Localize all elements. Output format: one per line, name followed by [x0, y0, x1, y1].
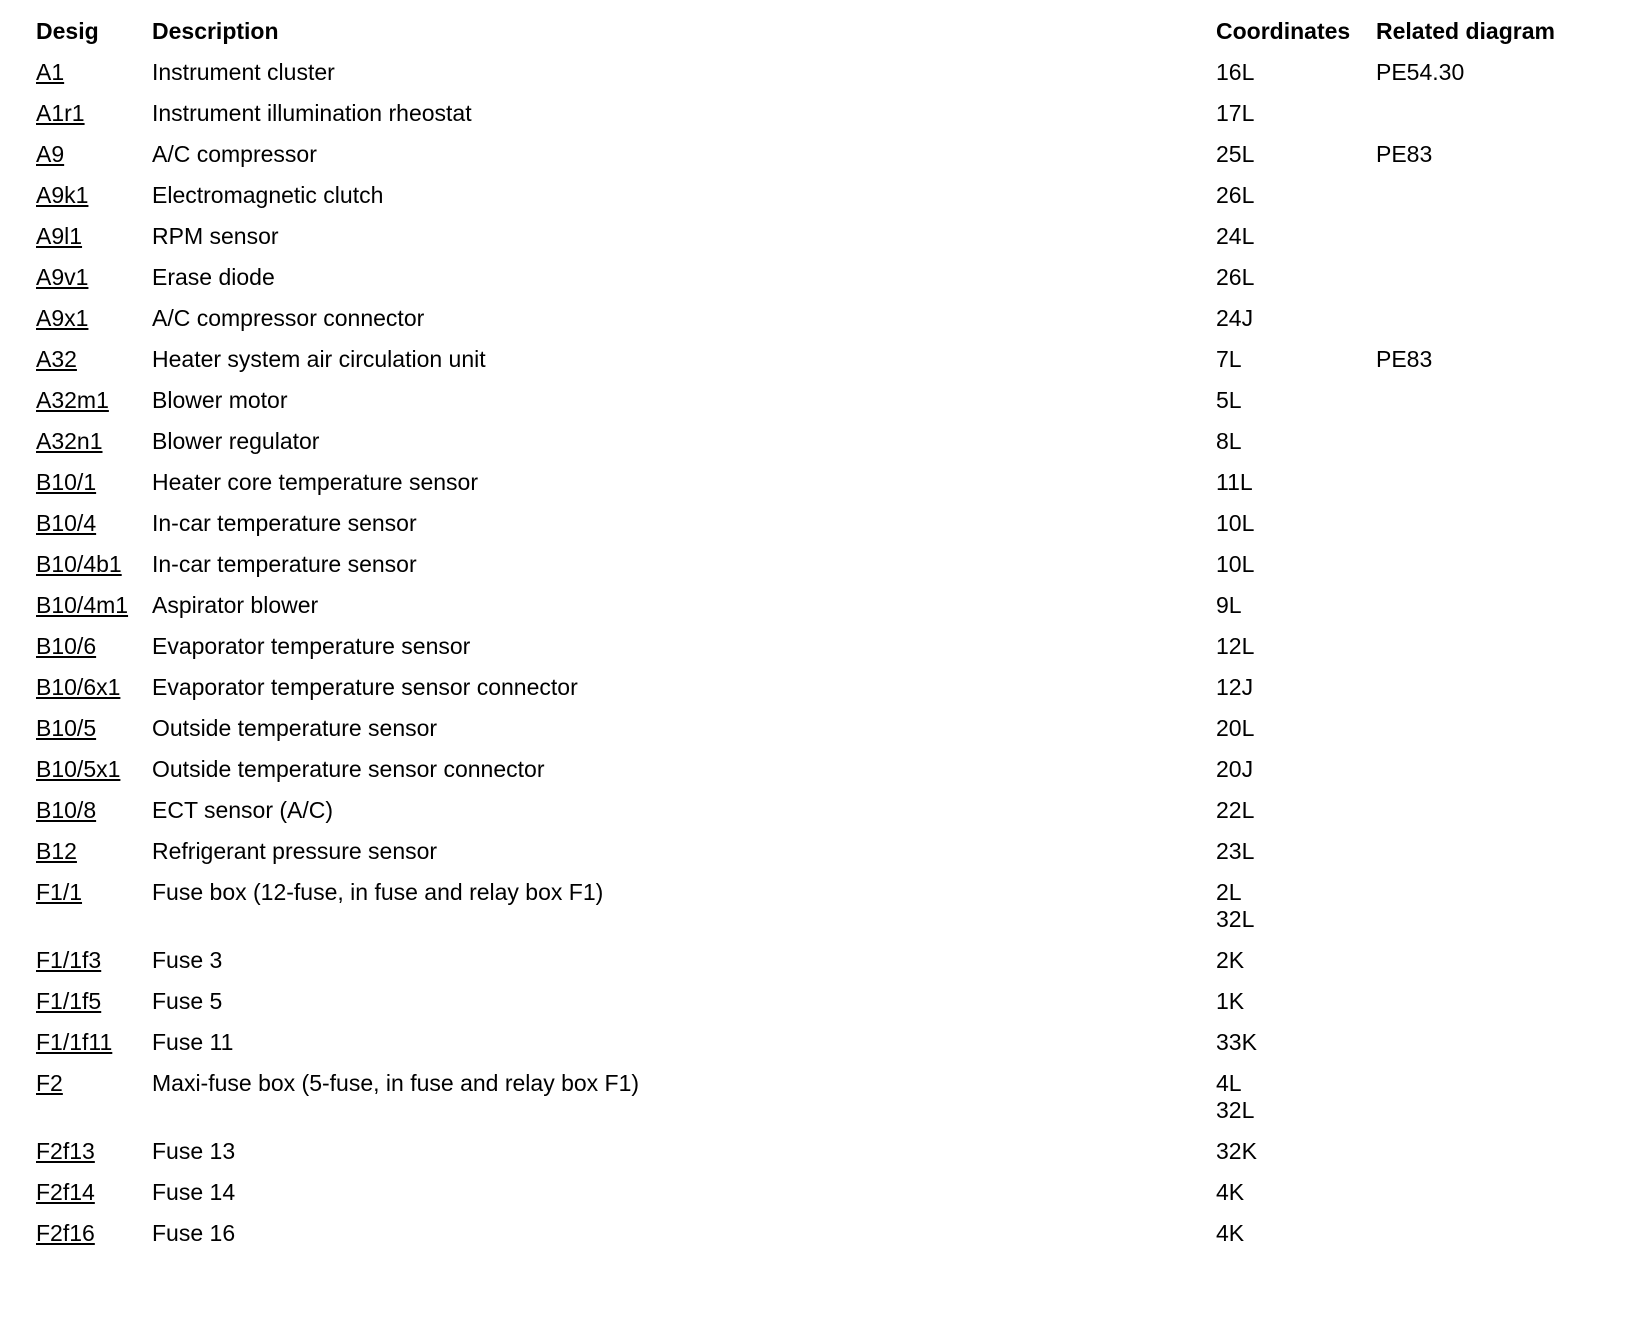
related-diagram-cell — [1374, 216, 1578, 257]
coordinates-cell — [1214, 503, 1374, 544]
coordinate-value: 8L — [1216, 428, 1242, 454]
desig-link[interactable]: B10/4 — [36, 510, 97, 536]
related-diagram-cell: PE83 — [1376, 141, 1433, 167]
desig-cell — [34, 708, 150, 749]
coordinates-cell — [1214, 134, 1374, 175]
related-diagram-cell — [1374, 872, 1578, 940]
desig-cell — [34, 1022, 150, 1063]
desig-cell — [34, 585, 150, 626]
table-body — [34, 52, 1578, 1254]
related-diagram-cell — [1374, 421, 1578, 462]
desig-cell — [34, 626, 150, 667]
table-row — [34, 831, 1578, 872]
desig-cell — [34, 503, 150, 544]
desig-cell — [34, 831, 150, 872]
desig-cell — [34, 462, 150, 503]
coordinates-cell — [1214, 421, 1374, 462]
coordinates-cell — [1214, 93, 1374, 134]
desig-link[interactable]: F2 — [36, 1070, 63, 1096]
table-row — [34, 52, 1578, 93]
table-row — [34, 257, 1578, 298]
description-cell: A/C compressor connector — [152, 305, 425, 331]
table-row — [34, 708, 1578, 749]
table-row — [34, 667, 1578, 708]
related-diagram-cell — [1374, 503, 1578, 544]
desig-cell — [34, 940, 150, 981]
coordinate-value: 24L — [1216, 223, 1255, 249]
coordinates-cell — [1214, 585, 1374, 626]
related-diagram-cell: PE54.30 — [1376, 59, 1465, 85]
header-row — [34, 10, 1578, 52]
description-cell: Aspirator blower — [152, 592, 319, 618]
coordinates-cell — [1214, 708, 1374, 749]
description-cell: Refrigerant pressure sensor — [152, 838, 438, 864]
coordinate-value: 26L — [1216, 264, 1255, 290]
table-row — [34, 339, 1578, 380]
table-row — [34, 503, 1578, 544]
related-diagram-cell — [1374, 831, 1578, 872]
desig-link[interactable]: B10/6x1 — [36, 674, 121, 700]
desig-cell — [34, 1131, 150, 1172]
coordinate-value: 20J — [1216, 756, 1254, 782]
related-diagram-cell — [1374, 544, 1578, 585]
desig-link[interactable]: B10/8 — [36, 797, 97, 823]
description-cell: Outside temperature sensor — [152, 715, 438, 741]
description-cell: Fuse 3 — [152, 947, 223, 973]
related-diagram-cell — [1374, 1172, 1578, 1213]
related-diagram-cell — [1374, 749, 1578, 790]
coordinate-value: 1K — [1216, 988, 1245, 1014]
desig-link[interactable]: A9 — [36, 141, 65, 167]
related-diagram-cell — [1374, 1063, 1578, 1131]
coordinates-cell — [1214, 981, 1374, 1022]
table-row — [34, 298, 1578, 339]
related-diagram-cell — [1374, 93, 1578, 134]
desig-link[interactable]: B12 — [36, 838, 77, 864]
coordinate-value: 4L — [1216, 1070, 1242, 1096]
description-cell: Fuse 13 — [152, 1138, 236, 1164]
coordinates-cell — [1214, 831, 1374, 872]
coordinate-value: 2K — [1216, 947, 1245, 973]
desig-cell — [34, 339, 150, 380]
desig-cell — [34, 421, 150, 462]
desig-link[interactable]: A32 — [36, 346, 77, 372]
coordinates-cell — [1214, 380, 1374, 421]
coordinate-value: 10L — [1216, 510, 1255, 536]
desig-link[interactable]: F2f13 — [36, 1138, 95, 1164]
coordinate-value: 11L — [1216, 469, 1253, 495]
coordinates-cell — [1214, 175, 1374, 216]
header-related-diagram: Related diagram — [1376, 17, 1555, 44]
description-cell: In-car temperature sensor — [152, 510, 417, 536]
table-row — [34, 93, 1578, 134]
related-diagram-cell — [1374, 462, 1578, 503]
related-diagram-cell — [1374, 298, 1578, 339]
coordinates-cell — [1214, 544, 1374, 585]
coordinate-value: 24J — [1216, 305, 1254, 331]
coordinates-cell — [1214, 1022, 1374, 1063]
desig-link[interactable]: A9k1 — [36, 182, 89, 208]
related-diagram-cell — [1374, 257, 1578, 298]
coordinate-value: 17L — [1216, 100, 1255, 126]
desig-link[interactable]: B10/1 — [36, 469, 97, 495]
desig-link[interactable]: F1/1f5 — [36, 988, 102, 1014]
desig-cell — [34, 790, 150, 831]
desig-link[interactable]: A9v1 — [36, 264, 89, 290]
description-cell: Erase diode — [152, 264, 275, 290]
header-desig: Desig — [36, 17, 99, 44]
coordinate-value: 23L — [1216, 838, 1255, 864]
related-diagram-cell — [1374, 940, 1578, 981]
desig-cell — [34, 872, 150, 940]
desig-cell — [34, 216, 150, 257]
description-cell: Fuse 14 — [152, 1179, 236, 1205]
table-row — [34, 216, 1578, 257]
table-row — [34, 790, 1578, 831]
desig-cell — [34, 544, 150, 585]
desig-link[interactable]: F2f16 — [36, 1220, 95, 1246]
coordinates-cell — [1214, 872, 1374, 940]
coordinates-cell — [1214, 940, 1374, 981]
table-row — [34, 421, 1578, 462]
table-row — [34, 175, 1578, 216]
table-row — [34, 626, 1578, 667]
coordinate-value: 12J — [1216, 674, 1254, 700]
table-row — [34, 380, 1578, 421]
header-description: Description — [152, 17, 279, 44]
desig-cell — [34, 175, 150, 216]
description-cell: Fuse 5 — [152, 988, 223, 1014]
desig-cell — [34, 667, 150, 708]
coordinates-cell — [1214, 1172, 1374, 1213]
related-diagram-cell — [1374, 626, 1578, 667]
desig-cell — [34, 1172, 150, 1213]
coordinates-cell — [1214, 1131, 1374, 1172]
description-cell: RPM sensor — [152, 223, 279, 249]
desig-cell — [34, 1213, 150, 1254]
coordinates-cell — [1214, 790, 1374, 831]
description-cell: Fuse box (12-fuse, in fuse and relay box F1) — [152, 879, 604, 905]
description-cell: Electromagnetic clutch — [152, 182, 384, 208]
desig-link[interactable]: A32m1 — [36, 387, 109, 413]
related-diagram-cell — [1374, 981, 1578, 1022]
desig-cell — [34, 93, 150, 134]
table-row — [34, 134, 1578, 175]
coordinate-value: 5L — [1216, 387, 1242, 413]
coordinate-value: 9L — [1216, 592, 1242, 618]
coordinate-value: 7L — [1216, 346, 1242, 372]
coordinate-value: 12L — [1216, 633, 1255, 659]
description-cell: Evaporator temperature sensor connector — [152, 674, 578, 700]
table-row — [34, 1172, 1578, 1213]
desig-cell — [34, 134, 150, 175]
desig-link[interactable]: A9x1 — [36, 305, 89, 331]
desig-link[interactable]: B10/5x1 — [36, 756, 121, 782]
desig-cell — [34, 981, 150, 1022]
description-cell: Fuse 11 — [152, 1029, 234, 1055]
related-diagram-cell — [1374, 1022, 1578, 1063]
desig-cell — [34, 1063, 150, 1131]
coordinates-cell — [1214, 1213, 1374, 1254]
description-cell: Blower regulator — [152, 428, 320, 454]
description-cell: Evaporator temperature sensor — [152, 633, 471, 659]
desig-link[interactable]: A9l1 — [36, 223, 83, 249]
desig-cell — [34, 257, 150, 298]
coordinates-cell — [1214, 52, 1374, 93]
description-cell: Heater system air circulation unit — [152, 346, 486, 372]
desig-link[interactable]: A1r1 — [36, 100, 85, 126]
coordinates-cell — [1214, 216, 1374, 257]
table-row — [34, 1213, 1578, 1254]
coordinate-value: 32L — [1216, 1097, 1255, 1123]
desig-link[interactable]: B10/4m1 — [36, 592, 129, 618]
coordinate-value: 22L — [1216, 797, 1255, 823]
component-table — [34, 10, 1578, 1254]
related-diagram-cell — [1374, 708, 1578, 749]
desig-link[interactable]: B10/5 — [36, 715, 97, 741]
coordinate-value: 20L — [1216, 715, 1255, 741]
desig-link[interactable]: A32n1 — [36, 428, 103, 454]
desig-link[interactable]: F1/1f11 — [36, 1029, 113, 1055]
desig-cell — [34, 380, 150, 421]
description-cell: A/C compressor — [152, 141, 317, 167]
related-diagram-cell — [1374, 380, 1578, 421]
table-row — [34, 585, 1578, 626]
coordinates-cell — [1214, 749, 1374, 790]
table-row — [34, 1131, 1578, 1172]
related-diagram-cell — [1374, 585, 1578, 626]
coordinate-value: 33K — [1216, 1029, 1257, 1055]
coordinate-value: 4K — [1216, 1220, 1245, 1246]
desig-cell — [34, 52, 150, 93]
coordinates-cell — [1214, 257, 1374, 298]
related-diagram-cell — [1374, 667, 1578, 708]
desig-link[interactable]: B10/6 — [36, 633, 97, 659]
coordinate-value: 26L — [1216, 182, 1255, 208]
table-row — [34, 462, 1578, 503]
coordinates-cell — [1214, 1063, 1374, 1131]
table-row — [34, 940, 1578, 981]
description-cell: Blower motor — [152, 387, 288, 413]
description-cell: Outside temperature sensor connector — [152, 756, 545, 782]
table-row — [34, 1063, 1578, 1131]
description-cell: In-car temperature sensor — [152, 551, 417, 577]
desig-cell — [34, 298, 150, 339]
table-row — [34, 872, 1578, 940]
coordinate-value: 10L — [1216, 551, 1255, 577]
table-row — [34, 981, 1578, 1022]
desig-link[interactable]: A1 — [36, 59, 65, 85]
coordinate-value: 25L — [1216, 141, 1255, 167]
coordinates-cell — [1214, 462, 1374, 503]
coordinate-value: 16L — [1216, 59, 1255, 85]
coordinates-cell — [1214, 298, 1374, 339]
description-cell: Instrument cluster — [152, 59, 335, 85]
coordinate-value: 32L — [1216, 906, 1255, 932]
description-cell: Heater core temperature sensor — [152, 469, 478, 495]
desig-link[interactable]: F2f14 — [36, 1179, 95, 1205]
description-cell: Fuse 16 — [152, 1220, 236, 1246]
related-diagram-cell — [1374, 1213, 1578, 1254]
table-row — [34, 544, 1578, 585]
desig-link[interactable]: B10/4b1 — [36, 551, 122, 577]
coordinates-cell — [1214, 339, 1374, 380]
related-diagram-cell — [1374, 790, 1578, 831]
table-row — [34, 1022, 1578, 1063]
desig-cell — [34, 749, 150, 790]
related-diagram-cell: PE83 — [1376, 346, 1433, 372]
related-diagram-cell — [1374, 175, 1578, 216]
header-coordinates: Coordinates — [1216, 17, 1351, 44]
description-cell: Instrument illumination rheostat — [152, 100, 472, 126]
desig-link[interactable]: F1/1 — [36, 879, 83, 905]
coordinates-cell — [1214, 626, 1374, 667]
description-cell: ECT sensor (A/C) — [152, 797, 334, 823]
related-diagram-cell — [1374, 1131, 1578, 1172]
coordinate-value: 2L — [1216, 879, 1242, 905]
description-cell: Maxi-fuse box (5-fuse, in fuse and relay box F1) — [152, 1070, 640, 1096]
table-row — [34, 749, 1578, 790]
coordinates-cell — [1214, 667, 1374, 708]
coordinate-value: 32K — [1216, 1138, 1257, 1164]
desig-link[interactable]: F1/1f3 — [36, 947, 102, 973]
coordinate-value: 4K — [1216, 1179, 1245, 1205]
